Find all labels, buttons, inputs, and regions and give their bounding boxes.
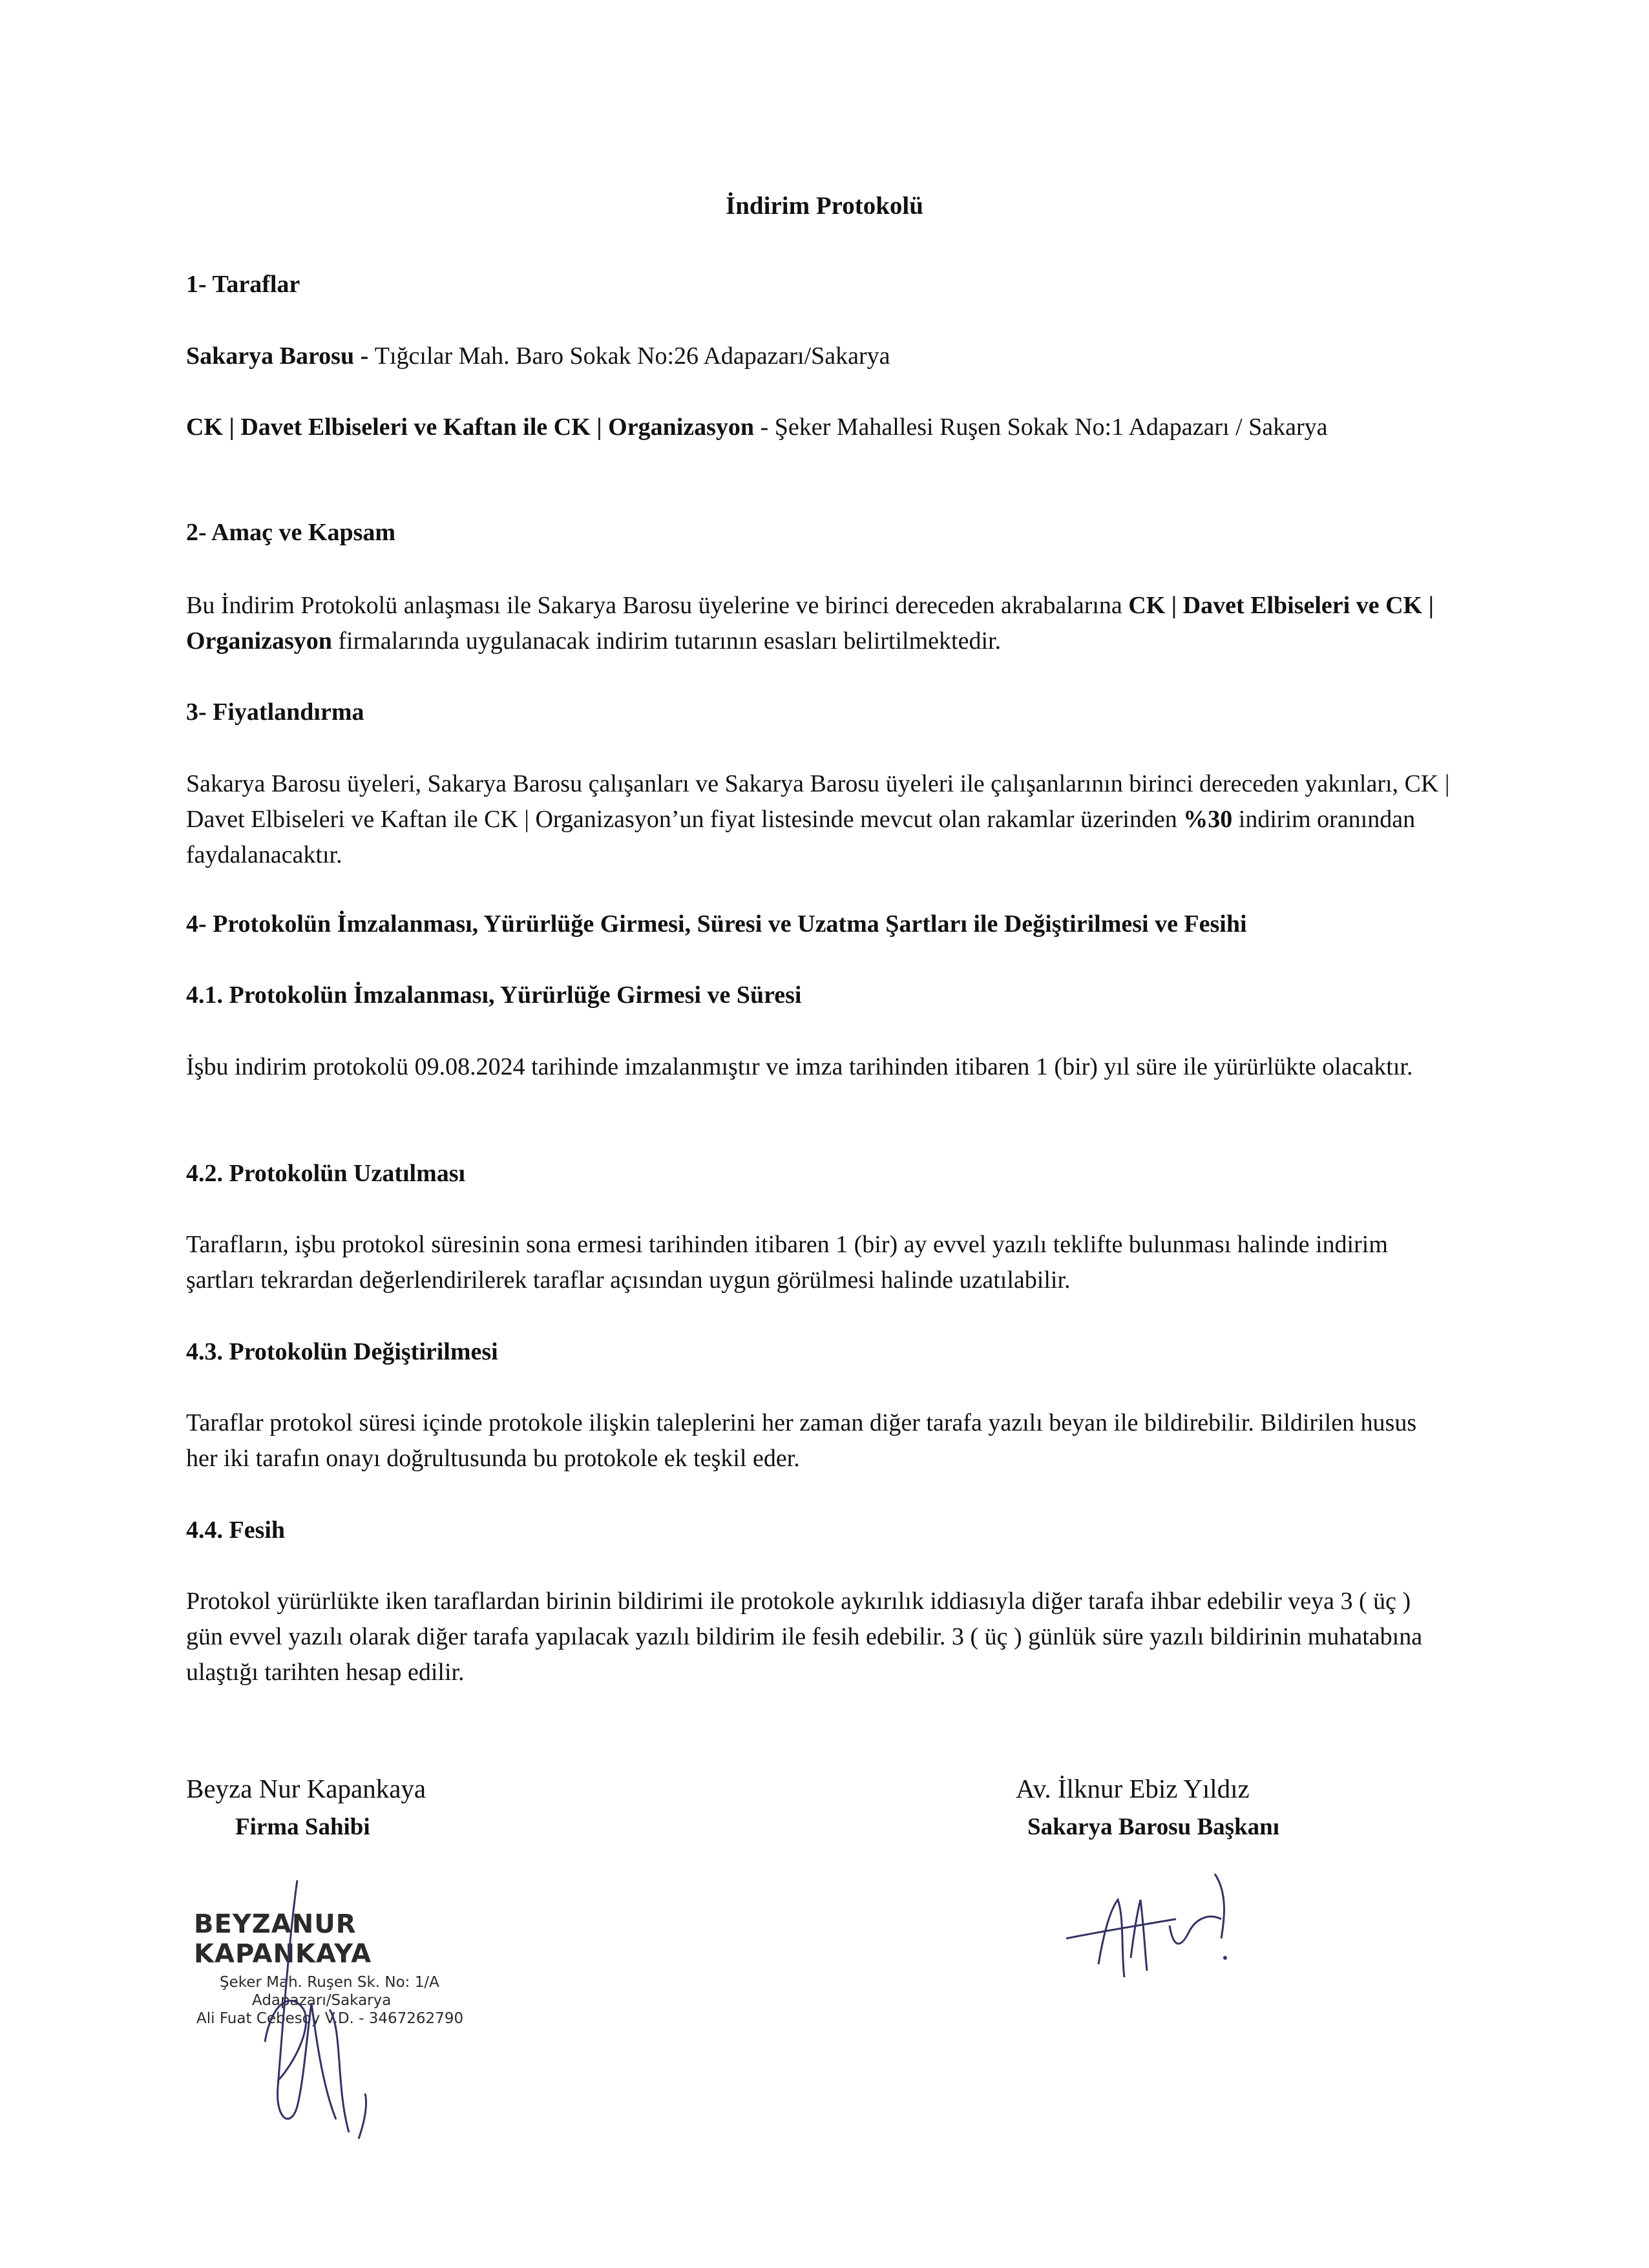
party-1-address: Tığcılar Mah. Baro Sokak No:26 Adapazarı/Sakarya <box>374 342 890 370</box>
section-2-text-part: Bu İndirim Protokolü anlaşması ile Sakarya Barosu üyelerine ve birinci dereceden akrabalarına <box>186 592 1129 619</box>
section-4-2-heading: 4.2. Protokolün Uzatılması <box>186 1160 466 1187</box>
stamp-tax-office: Ali Fuat Cebesoy V.D. - 3467262790 <box>196 2010 464 2027</box>
stamp-address: Şeker Mah. Ruşen Sk. No: 1/A <box>220 1974 439 1991</box>
party-2 <box>186 410 1453 445</box>
party-2-name: CK | Davet Elbiseleri ve Kaftan ile CK | Organizasyon <box>186 414 755 441</box>
left-handwritten-signature <box>252 1874 420 2145</box>
section-4-2-text: Tarafların, işbu protokol süresinin sona ermesi tarihinden itibaren 1 (bir) ay evvel yazılı teklifte bulunması halinde indirim şartları tekrardan değerlendirilerek taraflar açısından uygun görülmesi halinde uzatılabilir. <box>186 1231 1388 1294</box>
party-2-address: - Şeker Mahallesi Ruşen Sokak No:1 Adapazarı / Sakarya <box>754 414 1328 441</box>
right-signatory-name: Av. İlknur Ebiz Yıldız <box>1016 1774 1250 1803</box>
left-signatory-name: Beyza Nur Kapankaya <box>186 1774 426 1803</box>
section-4-3-text: Taraflar protokol süresi içinde protokole ilişkin taleplerini her zaman diğer tarafa yazılı beyan ile bildirebilir. Bildirilen husus her iki tarafın onayı doğrultusunda bu protokole ek teşkil eder. <box>186 1409 1417 1472</box>
section-2-text <box>186 588 1453 659</box>
section-3-text-part: indirim oranından faydalanacaktır. <box>186 806 1416 868</box>
stamp-city: Adapazarı/Sakarya <box>252 1992 392 2009</box>
section-2-heading: 2- Amaç ve Kapsam <box>186 519 396 546</box>
section-4-1-heading: 4.1. Protokolün İmzalanması, Yürürlüğe Girmesi ve Süresi <box>186 982 802 1009</box>
party-1 <box>186 339 1453 374</box>
section-3-text <box>186 766 1453 873</box>
section-3-text-part: Sakarya Barosu üyeleri, Sakarya Barosu çalışanları ve Sakarya Barosu üyeleri ile çalışanlarının birinci dereceden yakınları, CK | Davet Elbiseleri ve Kaftan ile CK | Organizasyon’un fiyat listesinde mevcut olan rakamlar üzerinden <box>186 770 1450 833</box>
section-4-3-heading: 4.3. Protokolün Değiştirilmesi <box>186 1338 498 1365</box>
section-1-heading: 1- Taraflar <box>186 271 300 298</box>
party-1-name: Sakarya Barosu - <box>186 342 375 370</box>
section-4-4-text: Protokol yürürlükte iken taraflardan birinin bildirimi ile protokole aykırılık iddiasıyla diğer tarafa ihbar edebilir veya 3 ( üç ) gün evvel yazılı olarak diğer tarafa yapılacak yazılı bildirim ile fesih edebilir. 3 ( üç ) günlük süre yazılı bildirinin muhatabına ulaştığı tarihten hesap edilir. <box>186 1588 1423 1686</box>
document-title: İndirim Protokolü <box>726 192 923 220</box>
left-signatory-role: Firma Sahibi <box>235 1814 370 1840</box>
section-2-text-part: firmalarında uygulanacak indirim tutarının esasları belirtilmektedir. <box>331 627 1002 655</box>
section-4-4-heading: 4.4. Fesih <box>186 1517 286 1544</box>
right-signatory-role: Sakarya Barosu Başkanı <box>1027 1814 1279 1840</box>
section-4-1-text: İşbu indirim protokolü 09.08.2024 tarihinde imzalanmıştır ve imza tarihinden itibaren 1 (bir) yıl süre ile yürürlükte olacaktır. <box>186 1053 1413 1080</box>
section-2-bold-firm: CK | Davet Elbiseleri ve CK | Organizasyon <box>186 592 1434 655</box>
stamp-company-name: BEYZANUR KAPANKAYA <box>194 1909 372 1969</box>
discount-rate: %30 <box>1183 806 1233 833</box>
right-handwritten-signature <box>1060 1848 1292 2003</box>
section-4-heading: 4- Protokolün İmzalanması, Yürürlüğe Girmesi, Süresi ve Uzatma Şartları ile Değiştirilmesi ve Fesihi <box>186 910 1247 938</box>
section-3-heading: 3- Fiyatlandırma <box>186 698 364 726</box>
